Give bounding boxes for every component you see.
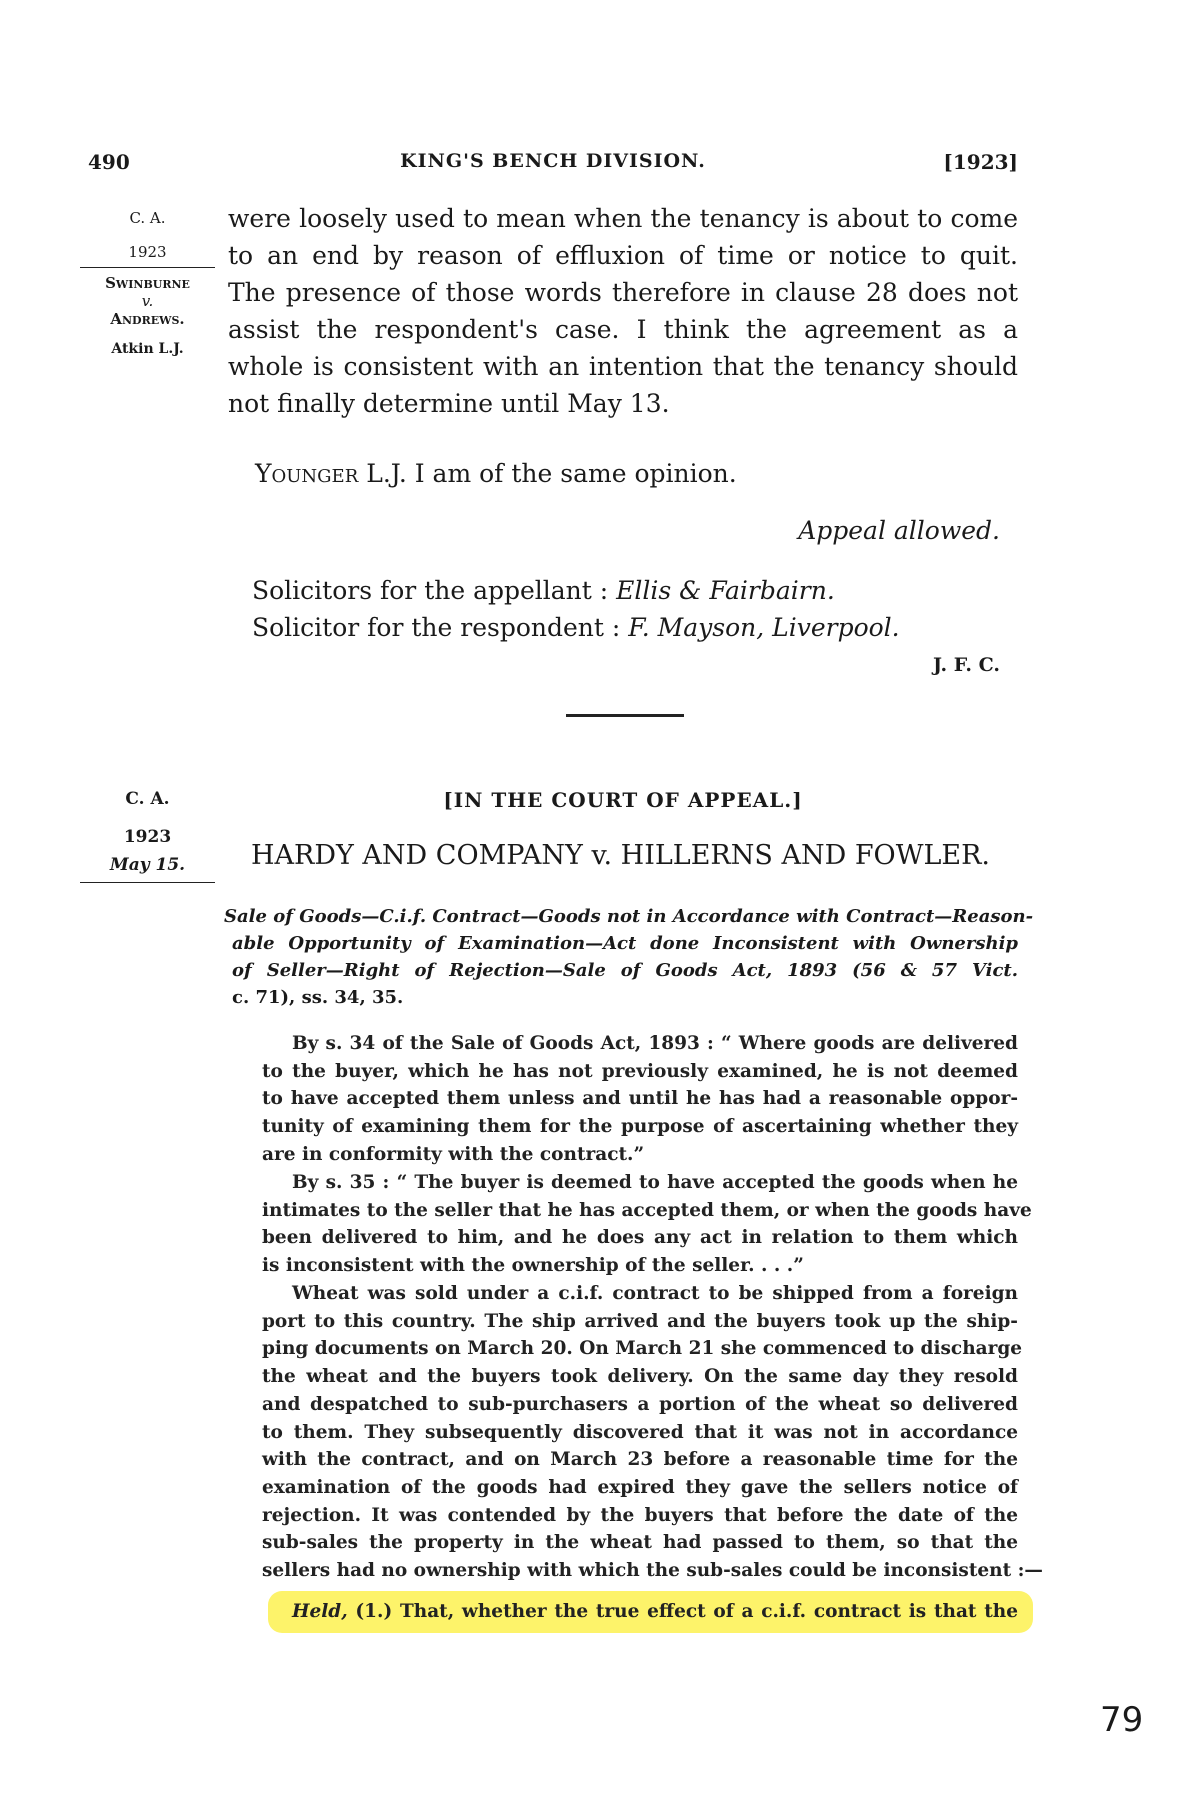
margin-year: 1923	[128, 243, 167, 261]
facts-para	[262, 1280, 1043, 1585]
para-line: By s. 34 of the Sale of Goods Act, 1893 : “ Where goods are delivered	[292, 1033, 1018, 1054]
margin-judge: Atkin L.J.	[111, 341, 184, 357]
headnote-line: c. 71), ss. 34, 35.	[232, 987, 404, 1008]
para-line: examination of the goods had expired they gave the sellers notice of	[262, 1476, 1018, 1498]
para-line: ping documents on March 20. On March 21 she commenced to discharge	[262, 1338, 1023, 1360]
margin-note-top	[80, 206, 215, 361]
para-line: been delivered to him, and he does any act in relation to them which	[262, 1227, 1018, 1249]
margin-case-a: Swinburne	[105, 274, 190, 292]
header-year: [1923]	[943, 150, 1018, 174]
appeal-result: Appeal allowed.	[798, 516, 1000, 545]
opinion-line: assist the respondent's case. I think the agreement as a	[228, 315, 1018, 344]
solicitor-respondent	[252, 609, 1012, 646]
margin-versus: v.	[141, 292, 154, 310]
para-line: port to this country. The ship arrived and the buyers took up the ship-	[262, 1310, 1018, 1332]
para-line: the wheat and the buyers took delivery. On the same day they resold	[262, 1366, 1018, 1388]
para-line: and despatched to sub-purchasers a portion of the wheat so delivered	[262, 1393, 1018, 1415]
solicitor-appellant	[252, 572, 1012, 609]
running-title: KING'S BENCH DIVISION.	[400, 150, 706, 172]
statute-para-34	[262, 1030, 1018, 1169]
para-line: Wheat was sold under a c.i.f. contract to be shipped from a foreign	[292, 1283, 1018, 1304]
reporter-initials: J. F. C.	[933, 654, 1000, 676]
running-header	[88, 150, 1018, 180]
para-line: sellers had no ownership with which the sub-sales could be inconsistent :—	[262, 1560, 1043, 1582]
margin-date: May 15.	[109, 855, 186, 875]
margin-rule	[80, 882, 215, 883]
para-line: are in conformity with the contract.”	[262, 1143, 645, 1165]
opinion-line: not finally determine until May 13.	[228, 389, 670, 418]
held-word: Held,	[292, 1601, 348, 1622]
appellant-name: Ellis & Fairbairn.	[616, 576, 835, 605]
respondent-label: Solicitor for the respondent :	[252, 613, 621, 642]
respondent-name: F. Mayson, Liverpool.	[628, 613, 900, 642]
para-line: intimates to the seller that he has accepted them, or when the goods have	[262, 1199, 1032, 1221]
held-rest: (1.) That, whether the true effect of a c.i.f. contract is that the	[347, 1601, 1018, 1622]
appellant-label: Solicitors for the appellant :	[252, 576, 609, 605]
opinion-line: The presence of those words therefore in clause 28 does not	[228, 278, 1018, 307]
held-line	[262, 1598, 1018, 1626]
para-line: with the contract, and on March 23 before a reasonable time for the	[262, 1449, 1018, 1471]
para-line: to them. They subsequently discovered that it was not in accordance	[262, 1421, 1018, 1443]
section-rule	[566, 714, 684, 717]
margin-case-b: Andrews.	[110, 310, 185, 328]
court-name: [IN THE COURT OF APPEAL.]	[443, 788, 803, 812]
para-line: sub-sales the property in the wheat had passed to them, so that the	[262, 1532, 1018, 1554]
headnote-line: able Opportunity of Examination—Act done Inconsistent with Ownership	[232, 933, 1018, 954]
younger-opinion	[255, 455, 1015, 492]
judge-name: Younger	[255, 459, 359, 488]
opinion-text	[228, 200, 1018, 422]
solicitors	[252, 572, 1012, 646]
opinion-line: whole is consistent with an intention that the tenancy should	[228, 352, 1018, 381]
statute-para-35	[262, 1169, 1032, 1280]
para-line: to the buyer, which he has not previously examined, he is not deemed	[262, 1060, 1018, 1082]
opinion-line: were loosely used to mean when the tenancy is about to come	[228, 204, 1018, 233]
opinion-line: to an end by reason of efflux​ion of time or notice to quit.	[228, 241, 1018, 270]
para-line: rejection. It was contended by the buyers that before the date of the	[262, 1504, 1018, 1526]
para-line: is inconsistent with the ownership of the seller. . . .”	[262, 1255, 804, 1277]
margin-rule	[80, 267, 215, 268]
margin-year: 1923	[123, 827, 172, 847]
corner-page-number: 79	[1100, 1700, 1144, 1740]
held-text	[262, 1598, 1018, 1626]
para-line: to have accepted them unless and until he has had a reasonable oppor-	[262, 1088, 1018, 1110]
margin-note-bottom	[80, 785, 215, 886]
headnote	[224, 903, 1034, 1011]
para-line: tunity of examining them for the purpose of ascertaining whether they	[262, 1116, 1018, 1138]
margin-court: C. A.	[125, 789, 170, 809]
headnote-line: of Seller—Right of Rejection—Sale of Goods Act, 1893 (56 & 57 Vict.	[232, 960, 1018, 981]
case-title: HARDY AND COMPANY v. HILLERNS AND FOWLER.	[251, 840, 990, 871]
headnote-line: Sale of Goods—C.i.f. Contract—Goods not in Accordance with Contract—Reason-	[224, 906, 1034, 927]
page-number: 490	[88, 150, 130, 174]
judge-statement: L.J. I am of the same opinion.	[358, 459, 737, 488]
margin-court: C. A.	[129, 209, 166, 227]
para-line: By s. 35 : “ The buyer is deemed to have accepted the goods when he	[292, 1172, 1018, 1193]
